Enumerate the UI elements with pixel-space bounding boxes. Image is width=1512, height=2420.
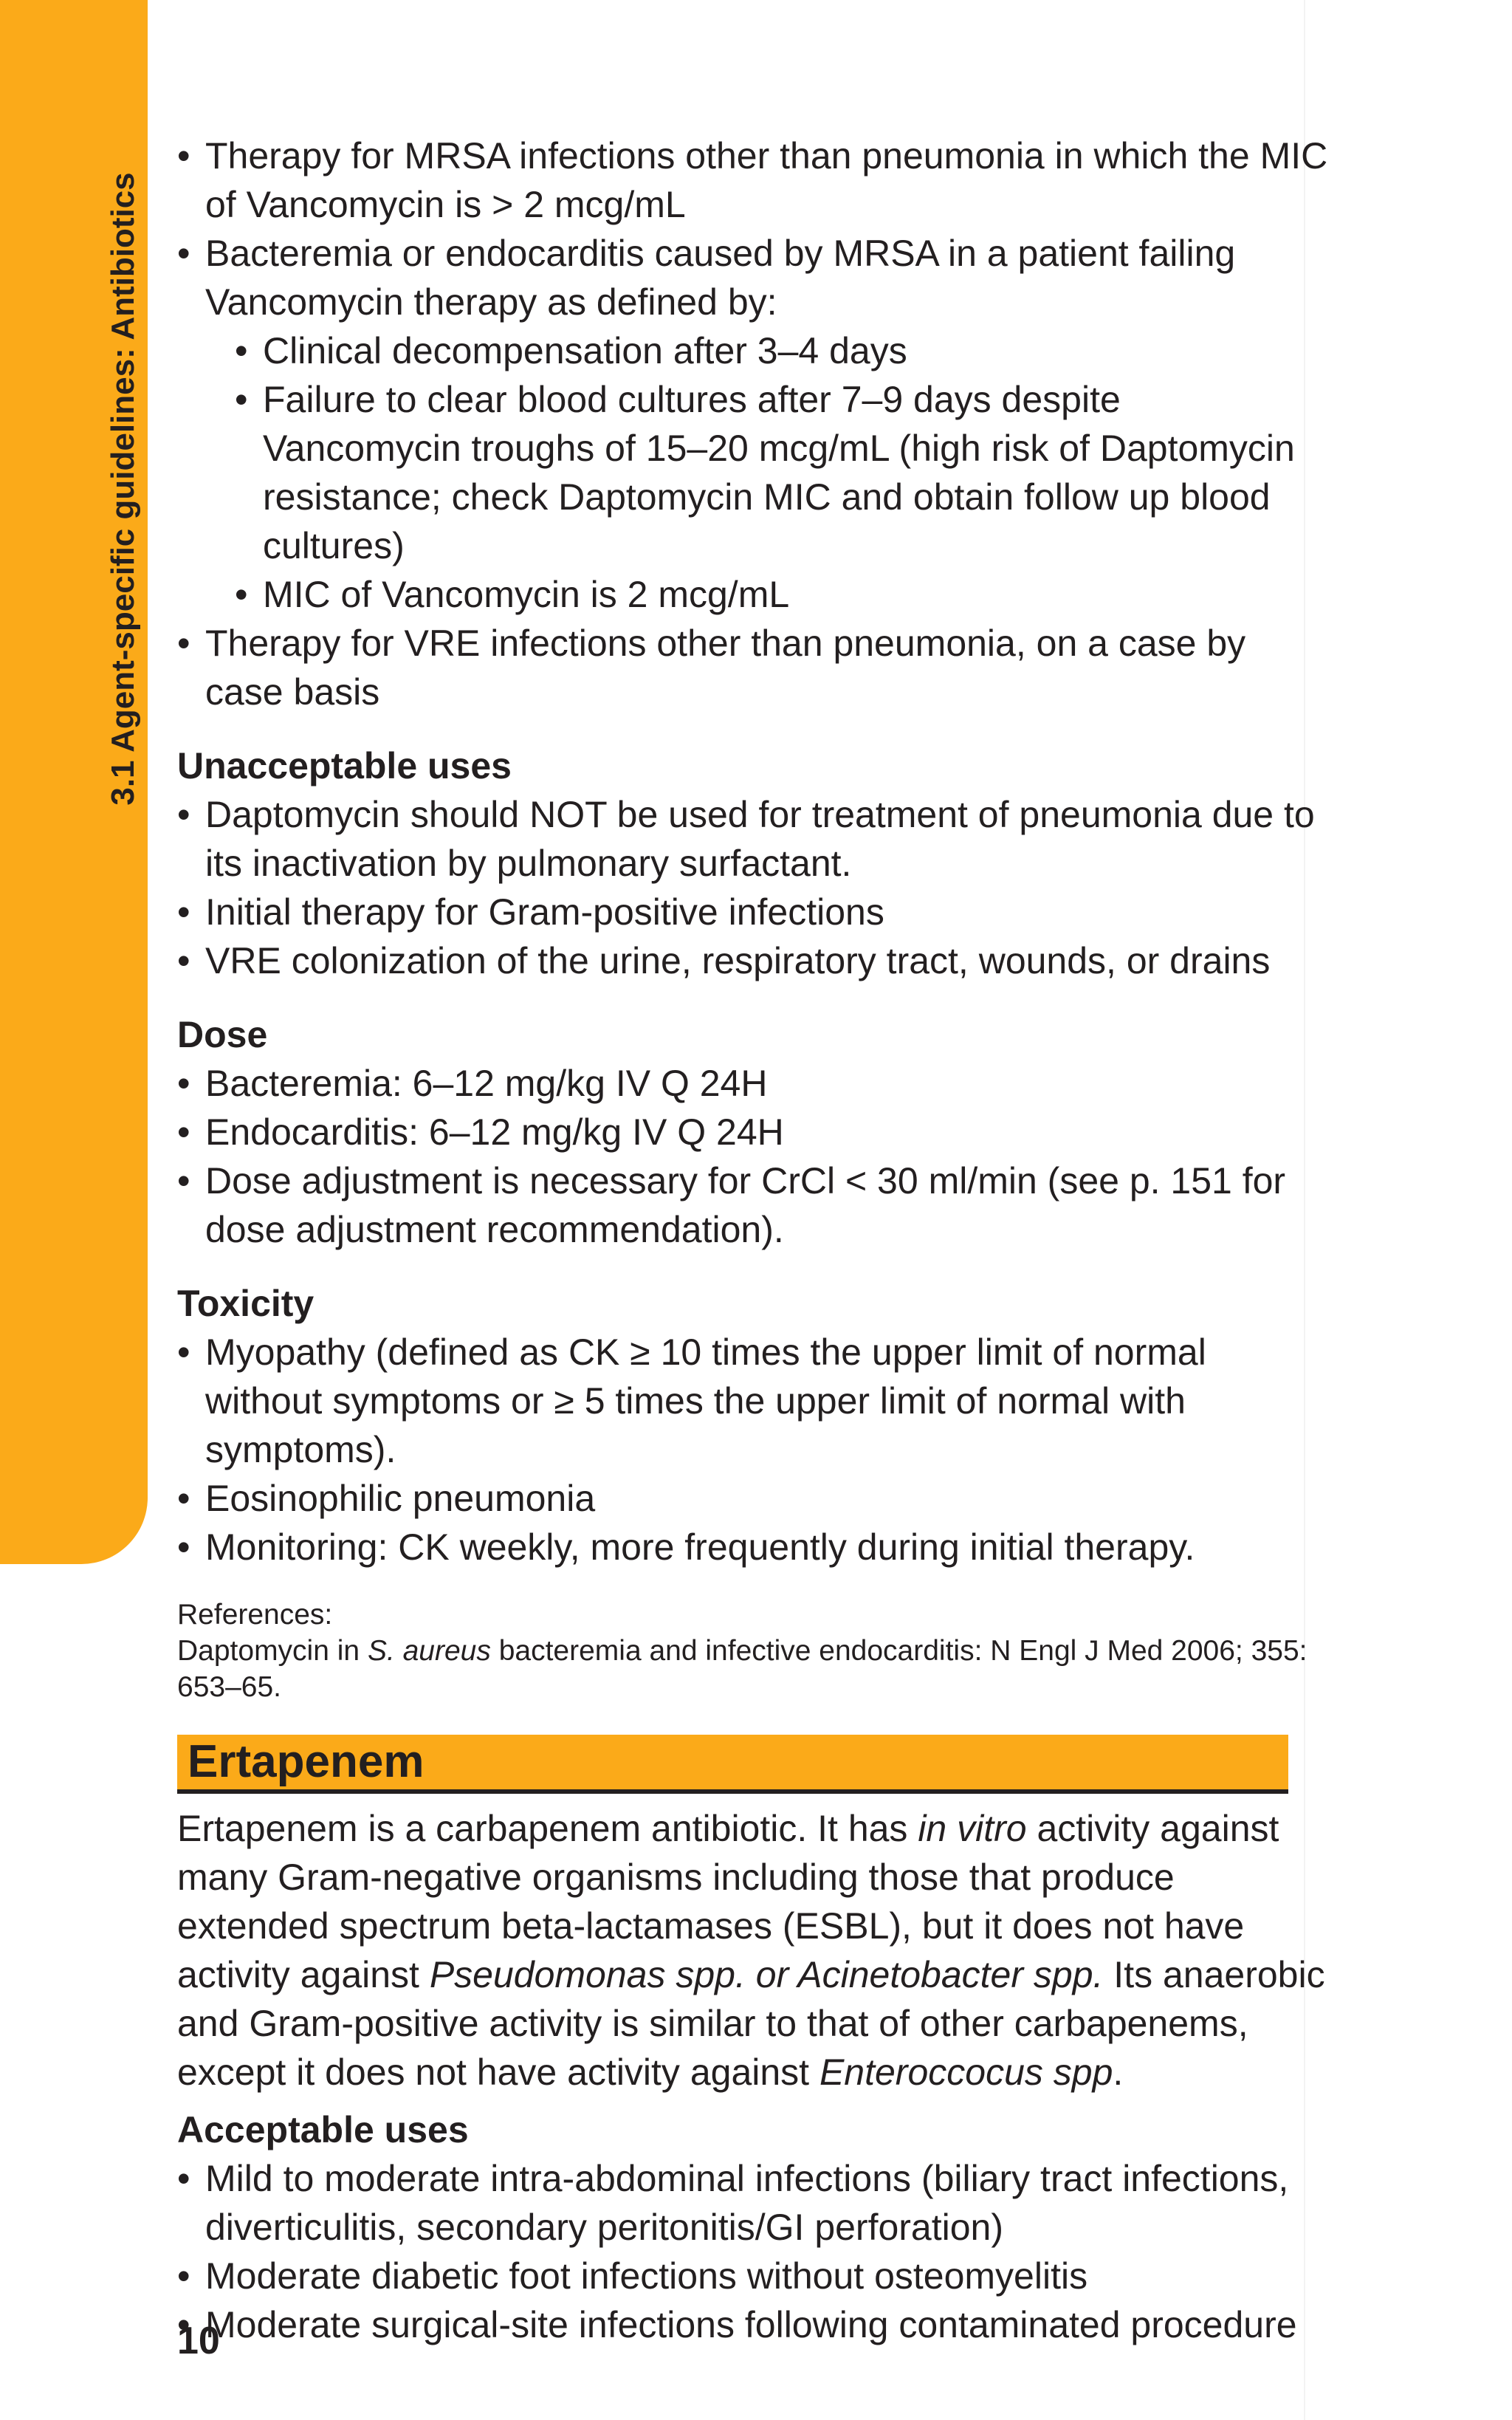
list-item: • Bacteremia or endocarditis caused by MRSA in a patient failing Vancomycin therapy as defined by:: [177, 229, 1329, 326]
acceptable-uses-heading: Acceptable uses: [177, 2109, 469, 2150]
list-item: • Myopathy (defined as CK ≥ 10 times the upper limit of normal without symptoms or ≥ 5 times the upper limit of normal with symptoms).: [177, 1328, 1329, 1474]
toxicity-heading: Toxicity: [177, 1283, 315, 1324]
list-item: • Daptomycin should NOT be used for treatment of pneumonia due to its inactivation by pulmonary surfactant.: [177, 790, 1329, 888]
list-item: • MIC of Vancomycin is 2 mcg/mL: [235, 570, 1329, 619]
list-item: • Endocarditis: 6–12 mg/kg IV Q 24H: [177, 1108, 1329, 1156]
unacceptable-uses-heading: Unacceptable uses: [177, 745, 512, 786]
mrsa-vre-list-end: [177, 619, 1329, 716]
ertapenem-section-header: [177, 1735, 1288, 1794]
acceptable-uses-list: [177, 2154, 1329, 2349]
list-item: • Mild to moderate intra-abdominal infections (biliary tract infections, diverticulitis, secondary peritonitis/GI perforation): [177, 2154, 1329, 2252]
list-item: • VRE colonization of the urine, respiratory tract, wounds, or drains: [177, 936, 1329, 985]
section-title: Ertapenem: [188, 1736, 425, 1787]
references-label: References:: [177, 1599, 333, 1631]
toxicity-list: [177, 1328, 1329, 1571]
dose-list: [177, 1059, 1329, 1254]
reference-entry: Daptomycin in S. aureus bacteremia and infective endocarditis: N Engl J Med 2006; 355: 653–65.: [177, 1635, 1307, 1703]
page-number: 10: [177, 2320, 220, 2362]
list-item: • Initial therapy for Gram-positive infections: [177, 888, 1329, 936]
list-item: • Eosinophilic pneumonia: [177, 1474, 1329, 1523]
list-item: • Clinical decompensation after 3–4 days: [235, 326, 1329, 375]
failure-criteria-list: [177, 326, 1329, 619]
unacceptable-uses-list: [177, 790, 1329, 985]
list-item: • Moderate diabetic foot infections without osteomyelitis: [177, 2252, 1329, 2300]
list-item: • Monitoring: CK weekly, more frequently during initial therapy.: [177, 1523, 1329, 1571]
references: [177, 1571, 1329, 1705]
list-item: • Dose adjustment is necessary for CrCl < 30 ml/min (see p. 151 for dose adjustment recommendation).: [177, 1156, 1329, 1254]
list-item: • Therapy for MRSA infections other than pneumonia in which the MIC of Vancomycin is > 2 mcg/mL: [177, 131, 1329, 229]
list-item: • Bacteremia: 6–12 mg/kg IV Q 24H: [177, 1059, 1329, 1108]
ertapenem-description: Ertapenem is a carbapenem antibiotic. It has in vitro activity against many Gram-negative organisms including those that produce extended spectrum beta-lactamases (ESBL), but it does not have activity against Pseudomonas spp. or Acinetobacter spp. Its anaerobic and Gram-positive activity is similar to that of other carbapenems, except it does not have activity against Enteroccocus spp.: [177, 1808, 1325, 2093]
page-content: [177, 131, 1329, 2349]
dose-heading: Dose: [177, 1014, 268, 1055]
chapter-label: 3.1 Agent-specific guidelines: Antibiotics: [105, 172, 141, 806]
list-item: • Therapy for VRE infections other than pneumonia, on a case by case basis: [177, 619, 1329, 716]
list-item: • Moderate surgical-site infections following contaminated procedure: [177, 2300, 1329, 2349]
list-item: • Failure to clear blood cultures after 7–9 days despite Vancomycin troughs of 15–20 mcg/mL (high risk of Daptomycin resistance; check Daptomycin MIC and obtain follow up blood cultures): [235, 375, 1329, 570]
mrsa-vre-list: [177, 131, 1329, 326]
